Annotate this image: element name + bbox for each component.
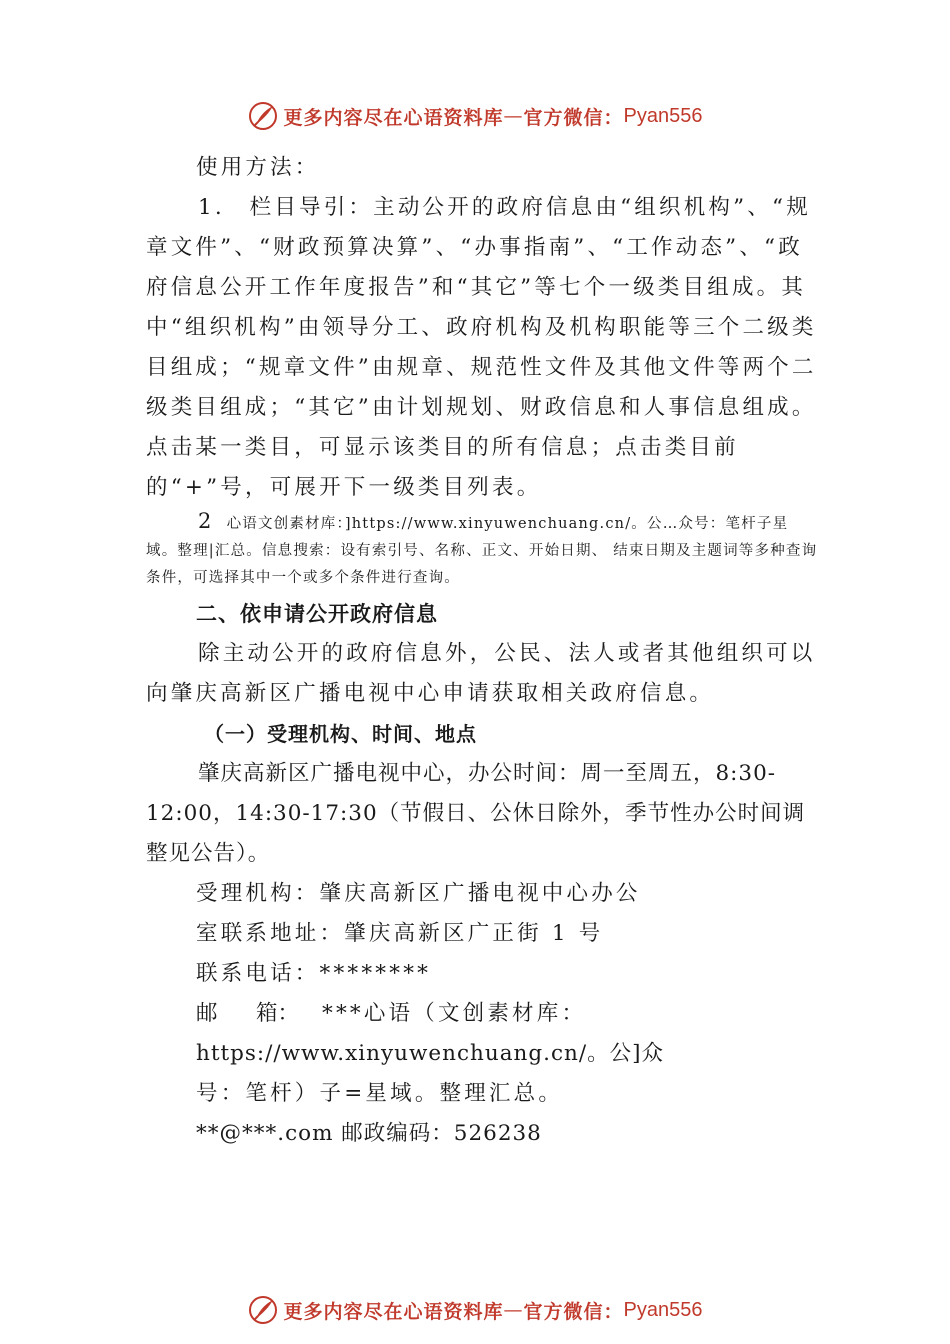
banner-wechat-label: 官方微信： [523, 1300, 624, 1323]
agency-line-2: 室联系地址：肇庆高新区广正街 1 号 [196, 921, 604, 946]
header-banner [0, 96, 950, 136]
item-2-number: 2 [198, 509, 213, 533]
banner-separator: — [503, 1299, 524, 1321]
item-2-paragraph [146, 508, 818, 592]
banner-separator: — [503, 105, 524, 127]
subsection-1-heading: （一）受理机构、时间、地点 [204, 722, 477, 746]
email-line-1 [146, 994, 818, 1034]
email-line-4: **@***.com 邮政编码：526238 [196, 1121, 542, 1146]
section-2-heading: 二、依申请公开政府信息 [196, 602, 438, 626]
banner-wechat-id: Pyan556 [623, 104, 703, 127]
banner-wechat-id: Pyan556 [623, 1298, 703, 1321]
banner-main-text: 更多内容尽在心语资料库 [283, 1300, 504, 1323]
usage-title: 使用方法： [196, 155, 320, 180]
quill-logo-icon [248, 1295, 278, 1325]
item-2-text: 心语文创素材库：]https://www.xinyuwenchuang.cn/。公…众号：笔杆子星域。整理|汇总。信息搜索：设有索引号、名称、正文、开始日期、 结束日期及主题词等多种查询条件，可选择其中一个或多个条件进行查询。 [146, 516, 818, 586]
footer-banner [0, 1290, 950, 1330]
email-line-3: 号：笔杆）子=星域。整理汇总。 [196, 1081, 564, 1106]
item-1-paragraph: 1. 栏目导引：主动公开的政府信息由“组织机构”、“规章文件”、“财政预算决算”、“办事指南”、“工作动态”、“政府信息公开工作年度报告”和“其它”等七个一级类目组成。其中“组织机构”由领导分工、政府机构及机构职能等三个二级类目组成；“规章文件”由规章、规范性文件及其他文件等两个二级类目组成；“其它”由计划规划、财政信息和人事信息组成。点击某一类目，可显示该类目的所有信息；点击类目前的“+”号，可展开下一级类目列表。 [146, 195, 817, 500]
email-label [196, 994, 322, 1034]
email-label-a: 邮 [196, 1001, 218, 1026]
banner-main-text: 更多内容尽在心语资料库 [283, 106, 504, 129]
section-2-body: 除主动公开的政府信息外，公民、法人或者其他组织可以向肇庆高新区广播电视中心申请获取相关政府信息。 [146, 641, 816, 706]
agency-line-1: 受理机构：肇庆高新区广播电视中心办公 [196, 881, 641, 906]
document-body [146, 148, 818, 1154]
email-line-1-text: ***心语（文创素材库： [322, 1001, 587, 1026]
email-line-2: https://www.xinyuwenchuang.cn/。公]众 [196, 1041, 664, 1066]
phone-line: 联系电话：******** [196, 961, 432, 986]
email-label-b: 箱： [256, 1001, 300, 1026]
banner-wechat-label: 官方微信： [523, 106, 624, 129]
quill-logo-icon [248, 101, 278, 131]
subsection-1-body: 肇庆高新区广播电视中心，办公时间：周一至周五，8:30-12:00，14:30-17:30（节假日、公休日除外，季节性办公时间调整见公告）。 [146, 761, 806, 866]
